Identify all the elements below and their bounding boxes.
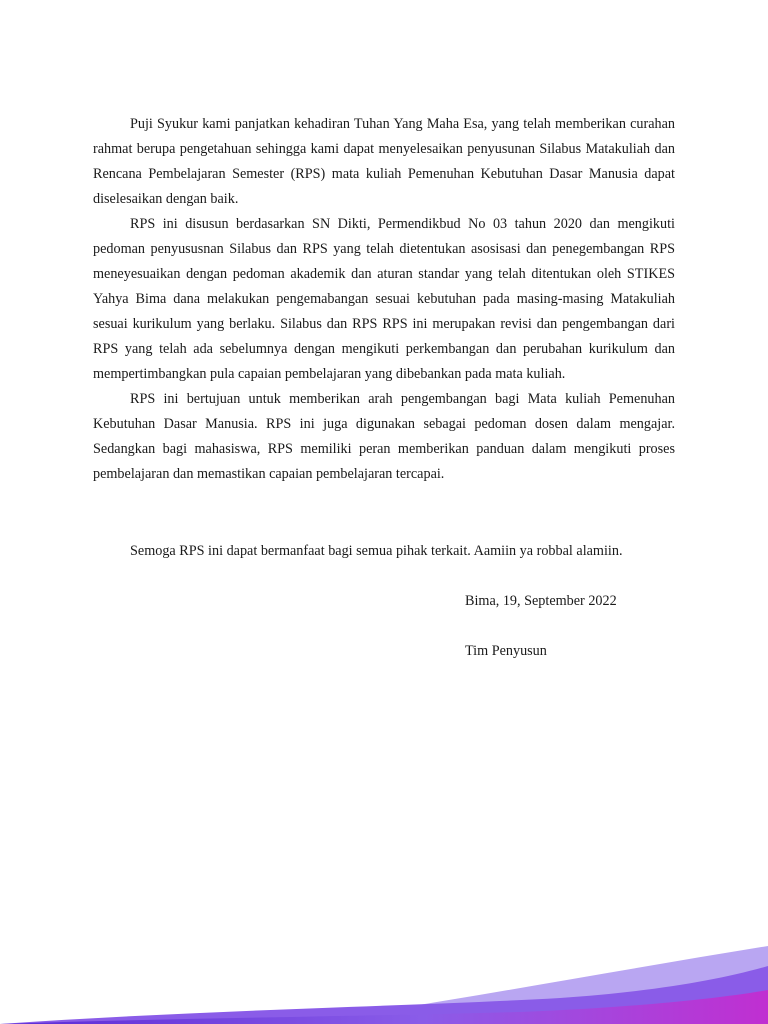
paragraph-basis: RPS ini disusun berdasarkan SN Dikti, Permendikbud No 03 tahun 2020 dan mengikuti pedoman penyususnan Silabus dan RPS yang telah dietentukan asosisasi dan penegembangan RPS meneyesuaikan dengan pedoman akademik dan aturan standar yang telah ditentukan oleh STIKES Yahya Bima dana melakukan pengemabangan sesuai kebutuhan pada masing-masing Matakuliah sesuai kurikulum yang berlaku. Silabus dan RPS RPS ini merupakan revisi dan pengembangan dari RPS yang telah ada sebelumnya dengan mengikuti perkembangan dan perubahan kurikulum dan mempertimbangkan pula capaian pembelajaran yang dibebankan pada mata kuliah.: [93, 216, 675, 382]
footer-wave-decoration: [0, 940, 768, 1024]
paragraph-purpose: RPS ini bertujuan untuk memberikan arah pengembangan bagi Mata kuliah Pemenuhan Kebutuhan Dasar Manusia. RPS ini juga digunakan sebagai pedoman dosen dalam mengajar. Sedangkan bagi mahasiswa, RPS memiliki peran memberikan panduan dalam mengikuti proses pembelajaran dan memastikan capaian pembelajaran tercapai.: [93, 391, 675, 482]
closing-remark: Semoga RPS ini dapat bermanfaat bagi semua pihak terkait. Aamiin ya robbal alamiin.: [130, 543, 623, 559]
paragraph-opening: Puji Syukur kami panjatkan kehadiran Tuhan Yang Maha Esa, yang telah memberikan curahan rahmat berupa pengetahuan sehingga kami dapat menyelesaikan penyusunan Silabus Matakuliah dan Rencana Pembelajaran Semester (RPS) mata kuliah Pemenuhan Kebutuhan Dasar Manusia dapat diselesaikan dengan baik.: [93, 116, 675, 207]
document-body: [93, 112, 675, 487]
signature-name: Tim Penyusun: [465, 643, 547, 659]
place-date: Bima, 19, September 2022: [465, 593, 617, 609]
